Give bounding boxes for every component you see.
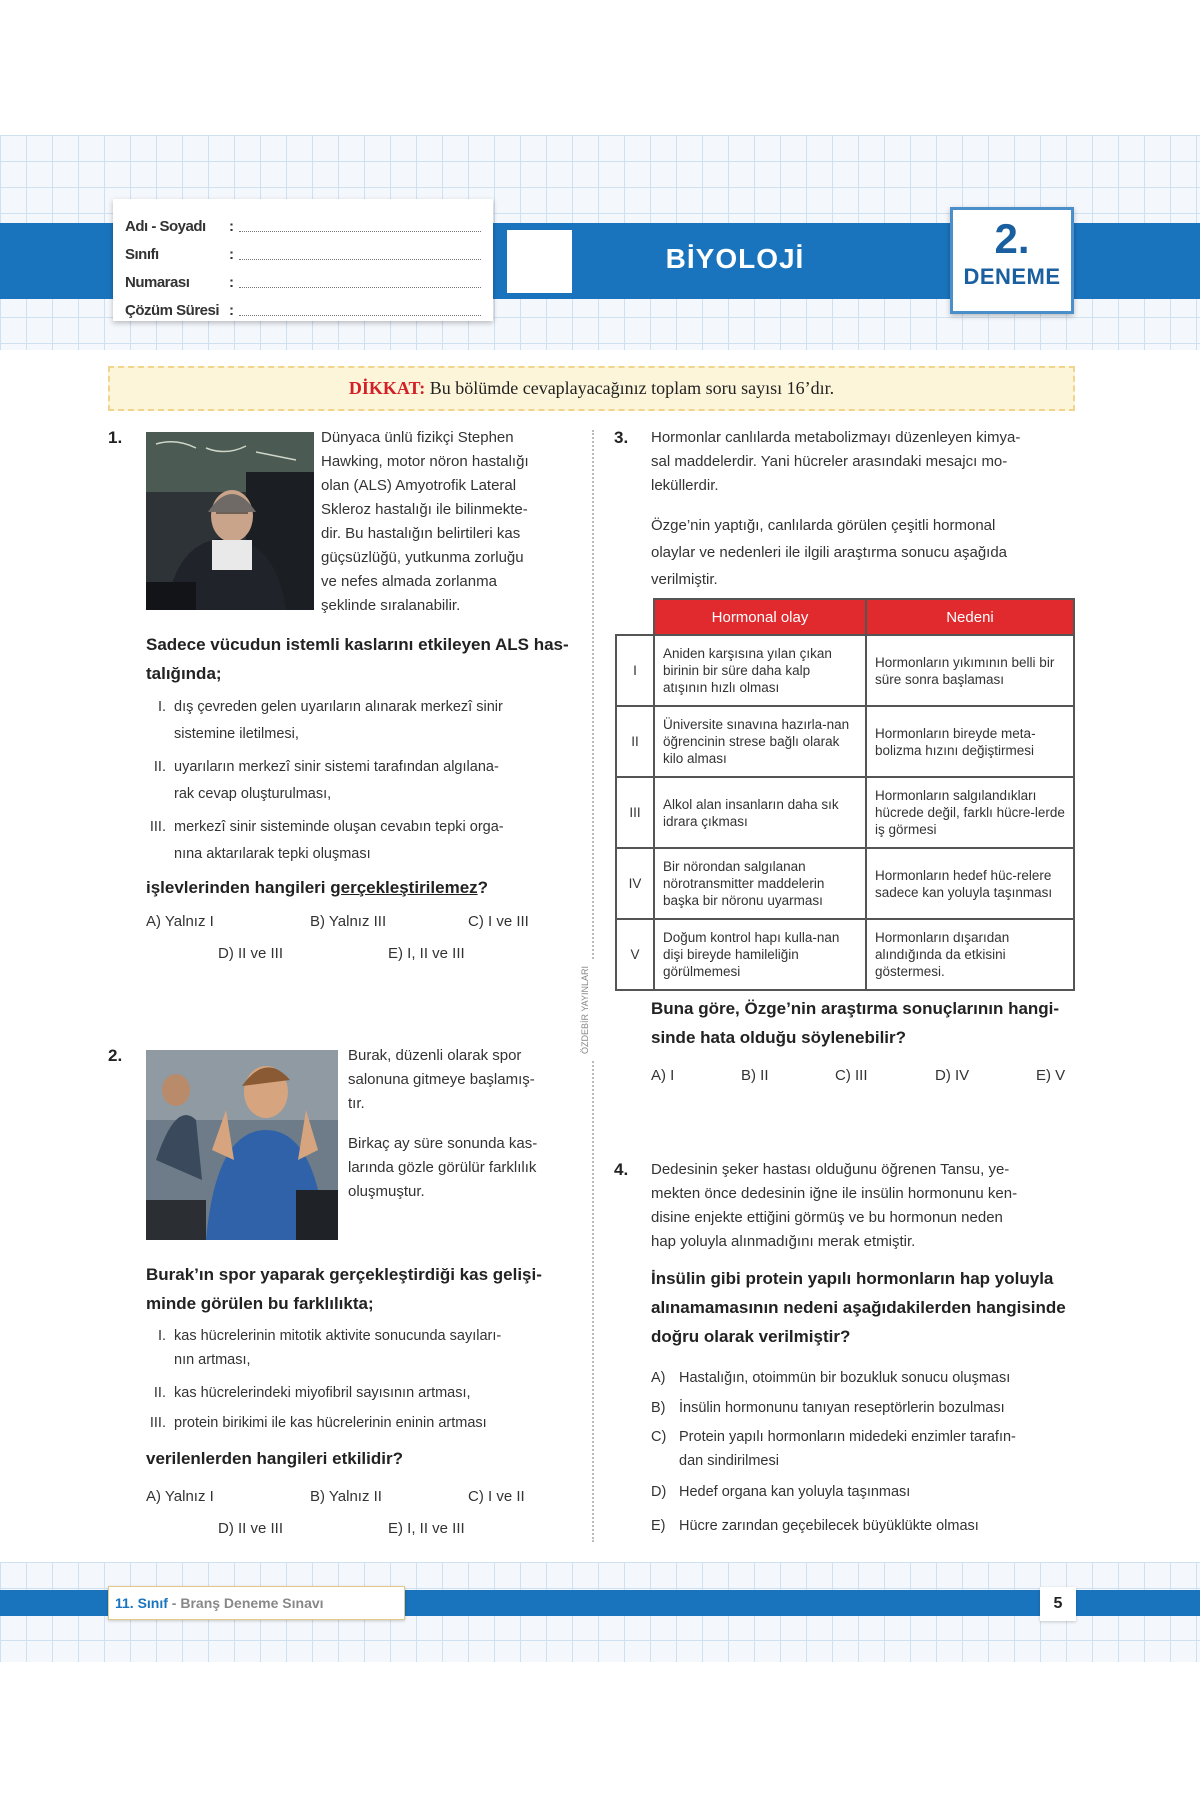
q1-number: 1. [108, 428, 123, 447]
duration-line[interactable] [239, 302, 481, 316]
q1-photo-stephen-hawking [146, 432, 314, 610]
q1-option-c[interactable]: C) I ve III [468, 913, 529, 930]
q3-option-e[interactable]: E) V [1036, 1067, 1066, 1084]
q4-option-c[interactable]: C) Protein yapılı hormonların midedeki enzimler tarafın- dan sindirilmesi [651, 1429, 1016, 1469]
q3-intro-2: Özge’nin yaptığı, canlılarda görülen çeşitli hormonal olaylar ve nedenleri ile ilgili araştırma sonucu aşağıda verilmiştir. [651, 517, 1008, 588]
q4-stem: İnsülin gibi protein yapılı hormonların hap yoluyla alınamamasının nedeni aşağıdakilerden hangisinde doğru olarak verilmiştir? [651, 1269, 1066, 1346]
number-label: Numarası [125, 274, 190, 291]
q1-item-2: II. uyarıların merkezî sinir sistemi tarafından algılana- rak cevap oluşturulması, [153, 759, 499, 802]
notice-head: DİKKAT: [348, 378, 426, 398]
q3-option-a[interactable]: A) I [651, 1067, 675, 1084]
name-field[interactable]: Adı - Soyadı : [125, 207, 481, 235]
q2-option-c[interactable]: C) I ve II [468, 1488, 525, 1505]
notice-box [108, 366, 1075, 411]
q4-option-a[interactable]: A) Hastalığın, otoimmün bir bozukluk sonucu oluşması [651, 1370, 1011, 1386]
q2-item-1: I. kas hücrelerinin mitotik aktivite sonucunda sayıları- nın artması, [157, 1328, 502, 1368]
q2-option-e[interactable]: E) I, II ve III [388, 1520, 465, 1537]
q2-item-3: III. protein birikimi ile kas hücrelerinin eninin artması [149, 1415, 487, 1431]
q3-option-d[interactable]: D) IV [935, 1067, 970, 1084]
name-line[interactable] [239, 218, 481, 232]
table-header-event: Hormonal olay [654, 599, 866, 635]
page-number: 5 [1040, 1587, 1076, 1621]
q3-intro-1: Hormonlar canlılarda metabolizmayı düzenleyen kimya- sal maddelerdir. Yani hücreler arasındaki mesajcı mo- leküllerdir. [651, 429, 1021, 494]
number-line[interactable] [239, 274, 481, 288]
q4-option-b[interactable]: B) İnsülin hormonunu tanıyan reseptörlerin bozulması [651, 1400, 1005, 1416]
q1-option-d[interactable]: D) II ve III [218, 945, 284, 962]
q1-option-e[interactable]: E) I, II ve III [388, 945, 465, 962]
class-field[interactable]: Sınıfı : [125, 235, 481, 263]
q3-option-c[interactable]: C) III [835, 1067, 868, 1084]
exam-label: DENEME [963, 264, 1061, 289]
footer-title: 11. Sınıf - Branş Deneme Sınavı [108, 1586, 405, 1620]
table-row: I Aniden karşısına yılan çıkan birinin bir süre daha kalp atışının hızlı olması Hormonların yıkımının belli bir süre sonra başlaması [616, 635, 1074, 706]
publisher-watermark: ÖZDEBİR YAYINLARI [580, 960, 604, 1060]
name-label: Adı - Soyadı [125, 218, 206, 235]
q2-stem: Burak’ın spor yaparak gerçekleştirdiği kas gelişi- minde görülen bu farklılıkta; [146, 1265, 542, 1313]
q3-stem: Buna göre, Özge’nin araştırma sonuçlarının hangi- sinde hata olduğu söylenebilir? [651, 999, 1060, 1047]
table-row: V Doğum kontrol hapı kulla-nan dişi bireyde hamileliğin görülmemesi Hormonların dışarıdan alındığında da etkisini göstermesi. [616, 919, 1074, 990]
q2-number: 2. [108, 1046, 123, 1065]
q2-question: verilenlerden hangileri etkilidir? [146, 1449, 403, 1468]
q2-intro-1: Burak, düzenli olarak spor salonuna gitmeye başlamış- tır. [348, 1047, 535, 1112]
q4-option-d[interactable]: D) Hedef organa kan yoluyla taşınması [651, 1484, 911, 1500]
exam-badge [950, 207, 1074, 314]
header-white-box [507, 230, 572, 293]
notice-text: Bu bölümde cevaplayacağınız toplam soru sayısı 16’dır. [425, 378, 835, 398]
duration-field[interactable]: Çözüm Süresi : [125, 291, 481, 319]
q2-photo-gym-athlete [146, 1050, 338, 1240]
q1-option-a[interactable]: A) Yalnız I [146, 913, 214, 930]
q3-number: 3. [614, 428, 629, 447]
q2-option-a[interactable]: A) Yalnız I [146, 1488, 214, 1505]
q4-number: 4. [614, 1160, 629, 1179]
number-field[interactable]: Numarası : [125, 263, 481, 291]
q4-option-e[interactable]: E) Hücre zarından geçebilecek büyüklükte olması [651, 1518, 979, 1534]
q2-item-2: II. kas hücrelerindeki miyofibril sayısının artması, [153, 1385, 471, 1401]
duration-label: Çözüm Süresi [125, 302, 220, 319]
q1-item-3: III. merkezî sinir sisteminde oluşan cevabın tepki orga- nına aktarılarak tepki oluşması [149, 819, 504, 862]
class-label: Sınıfı [125, 246, 159, 263]
q1-option-b[interactable]: B) Yalnız III [310, 913, 387, 930]
q2-option-d[interactable]: D) II ve III [218, 1520, 284, 1537]
subject-title: BİYOLOJİ [665, 243, 805, 274]
table-row: IV Bir nörondan salgılanan nörotransmitter maddelerin başka bir nöronu uyarması Hormonların hedef hüc-relere sadece kan yoluyla taşınması [616, 848, 1074, 919]
q4-intro: Dedesinin şeker hastası olduğunu öğrenen Tansu, ye- mekten önce dedesinin iğne ile insülin hormonunu ken- disine enjekte ettiğini görmüş ve bu hormonun neden hap yoluyla alınmadığını merak etmiştir. [651, 1161, 1018, 1250]
q1-item-1: I. dış çevreden gelen uyarıların alınarak merkezî sinir sistemine iletilmesi, [157, 699, 503, 742]
student-info-card [113, 199, 493, 321]
q3-option-b[interactable]: B) II [741, 1067, 769, 1084]
hormone-table [615, 598, 1075, 991]
q2-intro-2: Birkaç ay süre sonunda kas- larında gözle görülür farklılık oluşmuştur. [348, 1135, 538, 1200]
q2-option-b[interactable]: B) Yalnız II [310, 1488, 382, 1505]
class-line[interactable] [239, 246, 481, 260]
exam-number: 2. [994, 215, 1030, 262]
table-header-reason: Nedeni [866, 599, 1074, 635]
q1-stem: Sadece vücudun istemli kaslarını etkileyen ALS has- talığında; [146, 635, 569, 683]
q1-intro: Dünyaca ünlü fizikçi Stephen Hawking, motor nöron hastalığı olan (ALS) Amyotrofik Lateral Skleroz hastalığı ile bilinmekte- dir. Bu hastalığın belirtileri kas güçsüzlüğü, yutkunma zorluğu ve nefes almada zorlanma şeklinde sıralanabilir. [321, 429, 529, 614]
table-row: III Alkol alan insanların daha sık idrara çıkması Hormonların salgılandıkları hücrede değil, farklı hücre-lerde iş görmesi [616, 777, 1074, 848]
table-row: II Üniversite sınavına hazırla-nan öğrencinin strese bağlı olarak kilo alması Hormonların bireyde meta-bolizma hızını değiştirmesi [616, 706, 1074, 777]
q1-question: işlevlerinden hangileri gerçekleştirilemez? [146, 878, 489, 897]
